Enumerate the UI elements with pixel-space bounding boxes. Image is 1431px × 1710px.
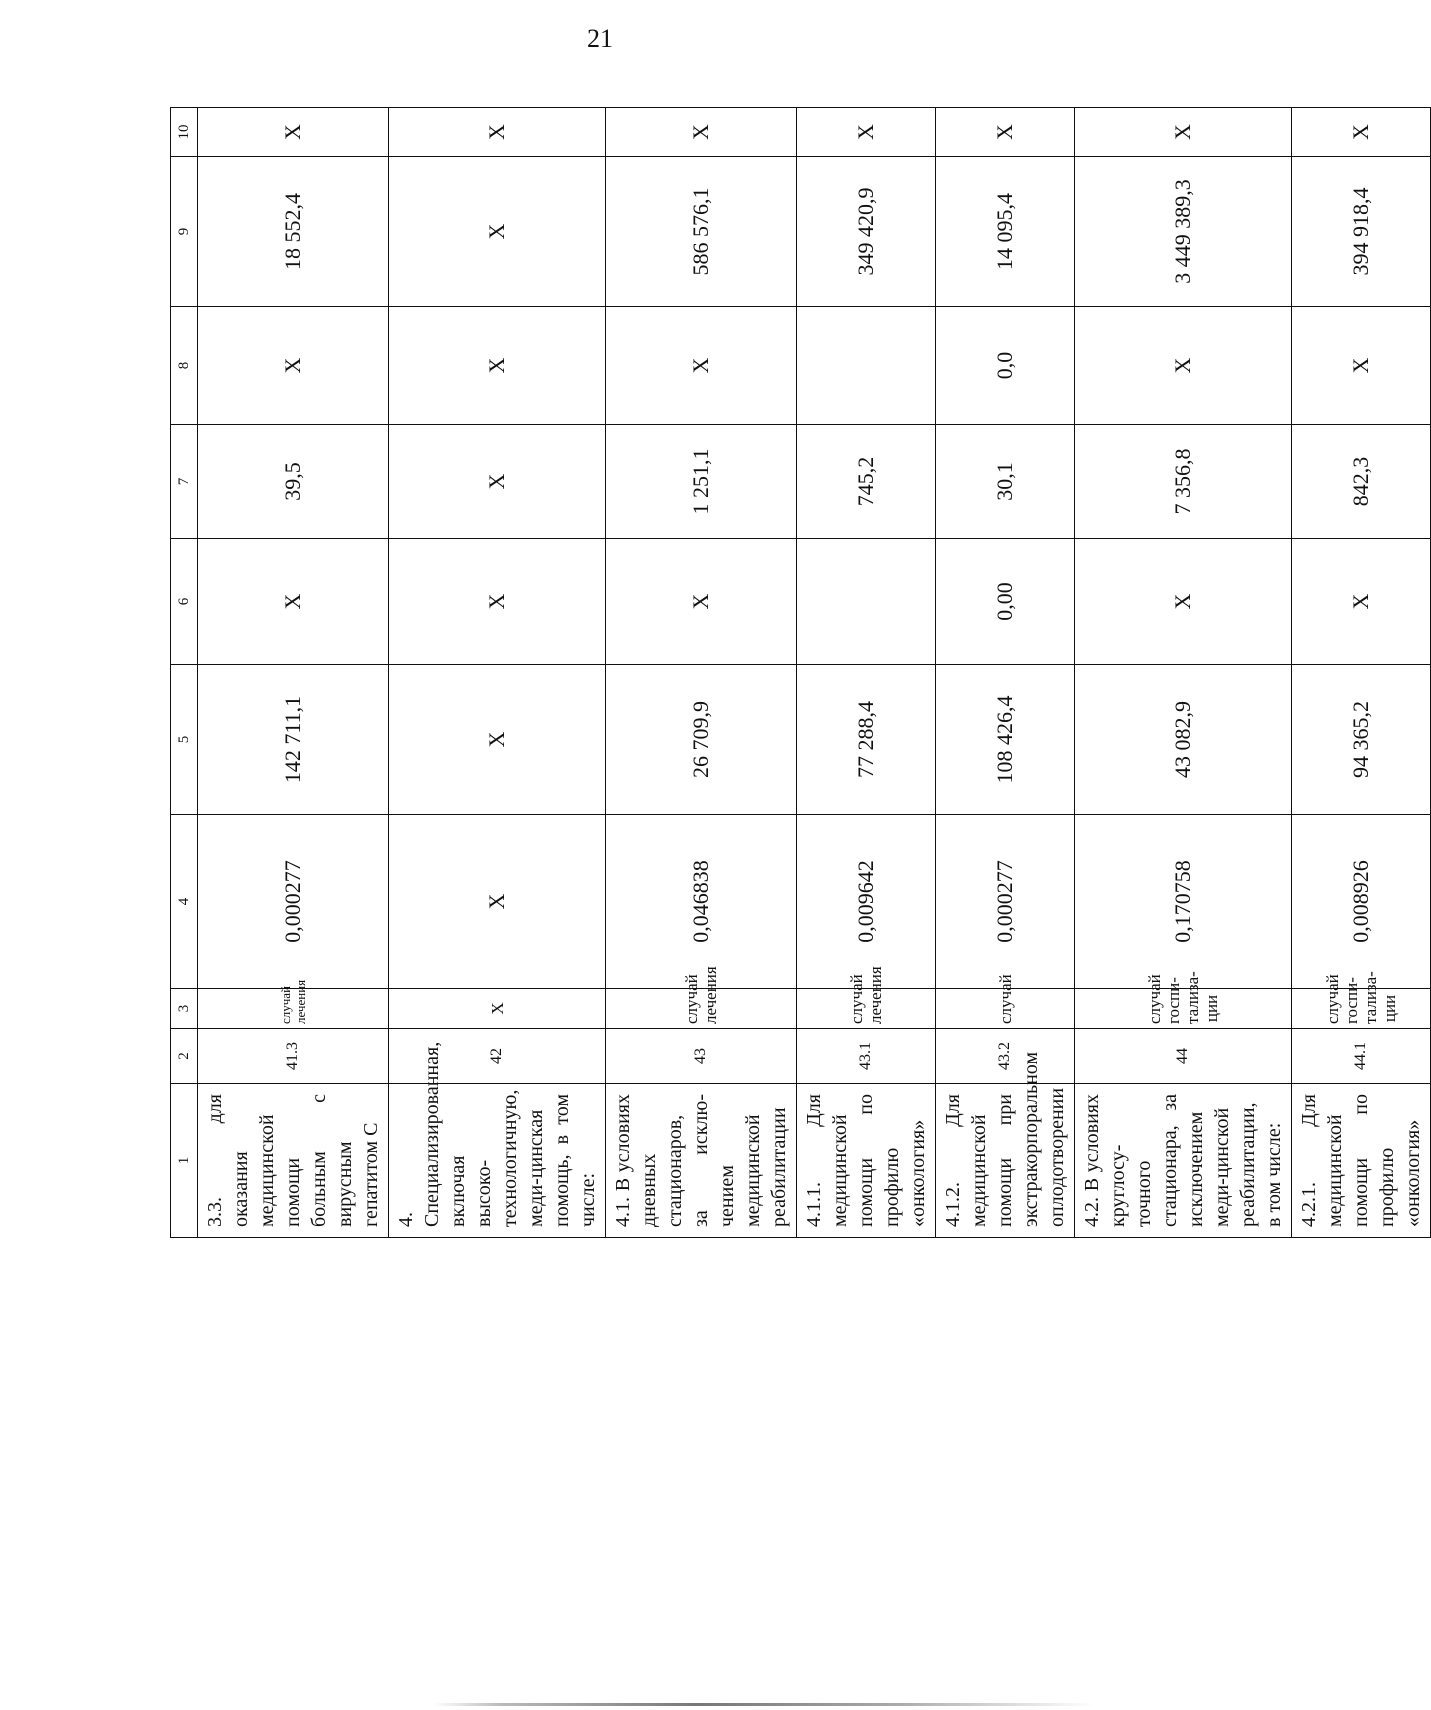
cell-col8: Х xyxy=(606,307,797,425)
cell-col10: Х xyxy=(606,108,797,157)
row-code: 43.2 xyxy=(936,1029,1075,1084)
row-unit: случай лечения xyxy=(797,989,936,1029)
cell-col9: 349 420,9 xyxy=(797,157,936,307)
col-header-1: 1 xyxy=(171,1084,198,1238)
col-header-10: 10 xyxy=(171,108,198,157)
cell-col7: 39,5 xyxy=(198,425,389,539)
cell-col5: 43 082,9 xyxy=(1075,665,1292,815)
cell-col9: 14 095,4 xyxy=(936,157,1075,307)
cell-col4: 0,009642 xyxy=(797,815,936,989)
row-code: 41.3 xyxy=(198,1029,389,1084)
row-unit: случай госпи-тализа-ции xyxy=(1075,989,1292,1029)
row-name: 4. Специализированная, включая высоко-технологичную, меди-цинская помощь, в том числе: xyxy=(389,1084,606,1238)
cell-col4: 0,170758 xyxy=(1075,815,1292,989)
cell-col5: Х xyxy=(389,665,606,815)
cell-col4: 0,046838 xyxy=(606,815,797,989)
col-header-6: 6 xyxy=(171,539,198,665)
row-unit: случай лечения xyxy=(198,989,389,1029)
col-header-8: 8 xyxy=(171,307,198,425)
cell-col7: Х xyxy=(389,425,606,539)
col-header-9: 9 xyxy=(171,157,198,307)
row-name: 4.1.1. Для медицинской помощи по профилю «онкология» xyxy=(797,1084,936,1238)
col-header-2: 2 xyxy=(171,1029,198,1084)
cell-col10: Х xyxy=(198,108,389,157)
row-unit: случай лечения xyxy=(606,989,797,1029)
cell-col8: Х xyxy=(1075,307,1292,425)
col-header-5: 5 xyxy=(171,665,198,815)
column-number-row xyxy=(171,108,198,1238)
row-unit: Х xyxy=(389,989,606,1029)
cell-col10: Х xyxy=(1075,108,1292,157)
cell-col4: 0,000277 xyxy=(198,815,389,989)
cell-col9: 18 552,4 xyxy=(198,157,389,307)
table-row xyxy=(1292,108,1431,1238)
row-name: 3.3. для оказания медицинской помощи больным с вирусным гепатитом С xyxy=(198,1084,389,1238)
table-row xyxy=(198,108,389,1238)
cell-col7: 30,1 xyxy=(936,425,1075,539)
page-number: 21 xyxy=(587,24,613,53)
cell-col6: 0,00 xyxy=(936,539,1075,665)
cell-col8: Х xyxy=(1292,307,1431,425)
cell-col9: Х xyxy=(389,157,606,307)
data-table xyxy=(170,107,1431,1238)
cell-col8: Х xyxy=(389,307,606,425)
cell-col6 xyxy=(797,539,936,665)
cell-col5: 77 288,4 xyxy=(797,665,936,815)
table-row xyxy=(936,108,1075,1238)
row-name: 4.2.1. Для медицинской помощи по профилю «онкология» xyxy=(1292,1084,1431,1238)
cell-col8 xyxy=(797,307,936,425)
row-unit: случай xyxy=(936,989,1075,1029)
col-header-4: 4 xyxy=(171,815,198,989)
rotated-table-wrapper xyxy=(170,108,1424,1238)
cell-col7: 1 251,1 xyxy=(606,425,797,539)
row-code: 43.1 xyxy=(797,1029,936,1084)
row-code: 44 xyxy=(1075,1029,1292,1084)
cell-col6: Х xyxy=(1075,539,1292,665)
cell-col10: Х xyxy=(936,108,1075,157)
cell-col5: 26 709,9 xyxy=(606,665,797,815)
row-code: 42 xyxy=(389,1029,606,1084)
table-body xyxy=(198,108,1431,1238)
cell-col7: 7 356,8 xyxy=(1075,425,1292,539)
table-row xyxy=(606,108,797,1238)
row-code: 43 xyxy=(606,1029,797,1084)
table-row xyxy=(797,108,936,1238)
cell-col4: 0,000277 xyxy=(936,815,1075,989)
cell-col6: Х xyxy=(198,539,389,665)
cell-col10: Х xyxy=(1292,108,1431,157)
cell-col5: 94 365,2 xyxy=(1292,665,1431,815)
row-code: 44.1 xyxy=(1292,1029,1431,1084)
cell-col9: 3 449 389,3 xyxy=(1075,157,1292,307)
table-row xyxy=(1075,108,1292,1238)
row-name: 4.2. В условиях круглосу-точного стационара, за исключением меди-цинской реабилитации, в том числе: xyxy=(1075,1084,1292,1238)
cell-col9: 586 576,1 xyxy=(606,157,797,307)
cell-col6: Х xyxy=(389,539,606,665)
cell-col10: Х xyxy=(389,108,606,157)
scan-edge-mark xyxy=(434,1703,1094,1706)
row-unit: случай госпи-тализа-ции xyxy=(1292,989,1431,1029)
row-name: 4.1.2. Для медицинской помощи при экстракорпоральном оплодотворении xyxy=(936,1084,1075,1238)
cell-col6: Х xyxy=(606,539,797,665)
cell-col8: Х xyxy=(198,307,389,425)
cell-col6: Х xyxy=(1292,539,1431,665)
cell-col4: Х xyxy=(389,815,606,989)
cell-col5: 142 711,1 xyxy=(198,665,389,815)
cell-col9: 394 918,4 xyxy=(1292,157,1431,307)
table-row xyxy=(389,108,606,1238)
col-header-3: 3 xyxy=(171,989,198,1029)
col-header-7: 7 xyxy=(171,425,198,539)
cell-col5: 108 426,4 xyxy=(936,665,1075,815)
cell-col8: 0,0 xyxy=(936,307,1075,425)
cell-col10: Х xyxy=(797,108,936,157)
row-name: 4.1. В условиях дневных стационаров, за исклю-чением медицинской реабилитации xyxy=(606,1084,797,1238)
cell-col4: 0,008926 xyxy=(1292,815,1431,989)
cell-col7: 842,3 xyxy=(1292,425,1431,539)
cell-col7: 745,2 xyxy=(797,425,936,539)
